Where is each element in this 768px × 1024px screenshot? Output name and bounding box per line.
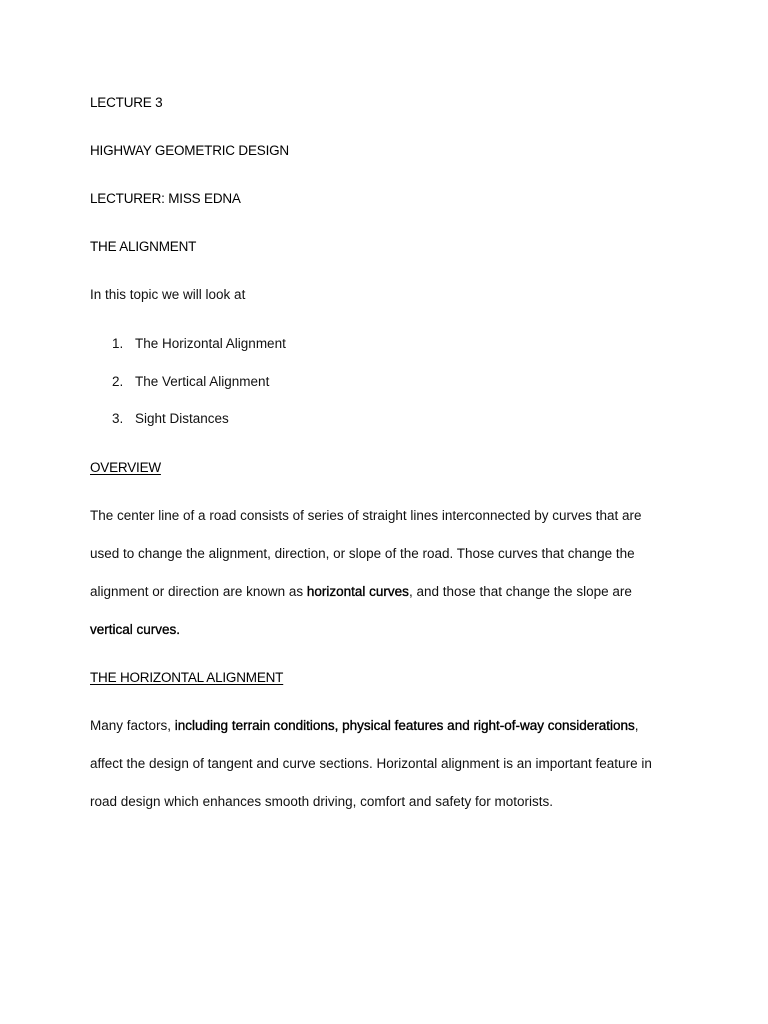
horizontal-paragraph-line: road design which enhances smooth driving, comfort and safety for motorists. bbox=[90, 794, 553, 809]
overview-text: alignment or direction are known as bbox=[90, 584, 307, 599]
list-label: The Vertical Alignment bbox=[135, 374, 270, 389]
lecturer-name: LECTURER: MISS EDNA bbox=[90, 191, 241, 206]
list-item bbox=[112, 336, 286, 352]
horizontal-text: , bbox=[634, 718, 639, 733]
list-number: 3. bbox=[112, 411, 124, 426]
overview-text: , and those that change the slope are bbox=[408, 584, 632, 599]
horizontal-text: Many factors, bbox=[90, 718, 175, 733]
list-item bbox=[112, 374, 269, 390]
horizontal-paragraph-line: affect the design of tangent and curve sections. Horizontal alignment is an important feature in bbox=[90, 756, 652, 771]
list-item bbox=[112, 411, 229, 427]
overview-paragraph-line bbox=[90, 622, 180, 638]
overview-paragraph-line bbox=[90, 584, 632, 600]
lecture-number: LECTURE 3 bbox=[90, 95, 163, 110]
list-number: 1. bbox=[112, 336, 124, 351]
topic-title: THE ALIGNMENT bbox=[90, 239, 197, 254]
list-label: Sight Distances bbox=[135, 411, 229, 426]
course-title: HIGHWAY GEOMETRIC DESIGN bbox=[90, 143, 289, 158]
horizontal-paragraph-line bbox=[90, 718, 639, 734]
overview-paragraph-line: used to change the alignment, direction, or slope of the road. Those curves that change the bbox=[90, 546, 635, 561]
horizontal-curves-term: horizontal curves bbox=[306, 584, 409, 599]
factors-emphasis: including terrain conditions, physical features and right-of-way considerations bbox=[174, 718, 635, 733]
intro-text: In this topic we will look at bbox=[90, 287, 246, 302]
overview-paragraph-line: The center line of a road consists of series of straight lines interconnected by curves that are bbox=[90, 508, 642, 523]
overview-heading: OVERVIEW bbox=[90, 460, 161, 475]
vertical-curves-term: vertical curves. bbox=[90, 622, 181, 637]
horizontal-alignment-heading: THE HORIZONTAL ALIGNMENT bbox=[90, 670, 284, 685]
list-number: 2. bbox=[112, 374, 124, 389]
list-label: The Horizontal Alignment bbox=[135, 336, 286, 351]
